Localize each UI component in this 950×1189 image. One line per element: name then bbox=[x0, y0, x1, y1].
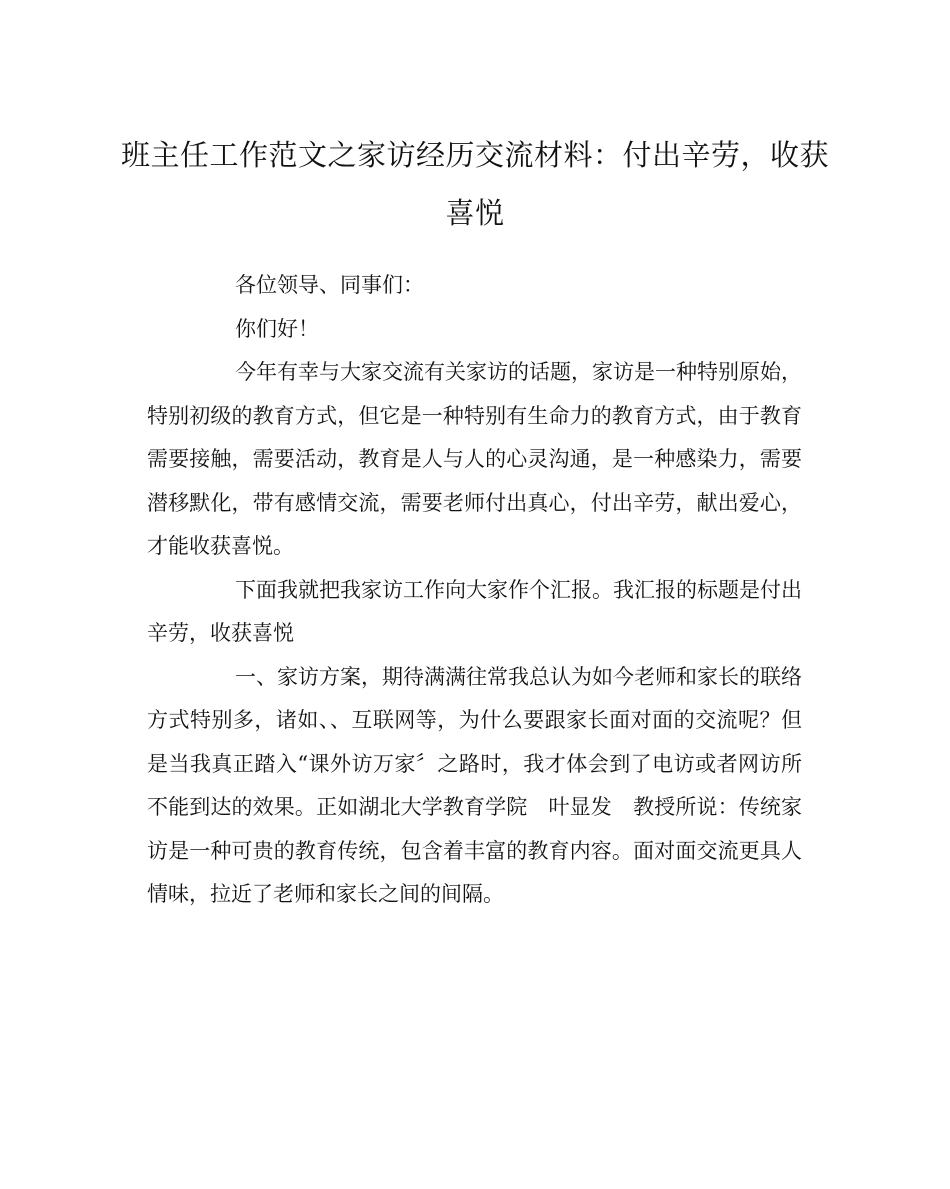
salutation-paragraph: 各位领导、同事们： bbox=[235, 273, 424, 297]
greeting-paragraph: 你们好！ bbox=[235, 316, 319, 341]
document-title: 班主任工作范文之家访经历交流材料：付出辛劳，收获喜悦 bbox=[120, 138, 829, 230]
document-body bbox=[147, 264, 802, 917]
report-title-paragraph: 下面我就把我家访工作向大家作个汇报。我汇报的标题是付出辛劳，收获喜悦 bbox=[147, 577, 802, 645]
intro-paragraph: 今年有幸与大家交流有关家访的话题，家访是一种特别原始，特别初级的教育方式，但它是一种特别有生命力的教育方式，由于教育需要接触，需要活动，教育是人与人的心灵沟通，是一种感染力，需要潜移默化，带有感情交流，需要老师付出真心，付出辛劳，献出爱心，才能收获喜悦。 bbox=[147, 360, 802, 558]
section-one-paragraph: 一、家访方案，期待满满往常我总认为如今老师和家长的联络方式特别多，诸如、、互联网等，为什么要跟家长面对面的交流呢？但是当我真正踏入“课外访万家〞之路时，我才体会到了电访或者网访所不能到达的效果。正如湖北大学教育学院 叶显发 教授所说：传统家访是一种可贵的教育传统，包含着丰富的教育内容。面对面交流更具人情味，拉近了老师和家长之间的间隔。 bbox=[147, 664, 802, 906]
